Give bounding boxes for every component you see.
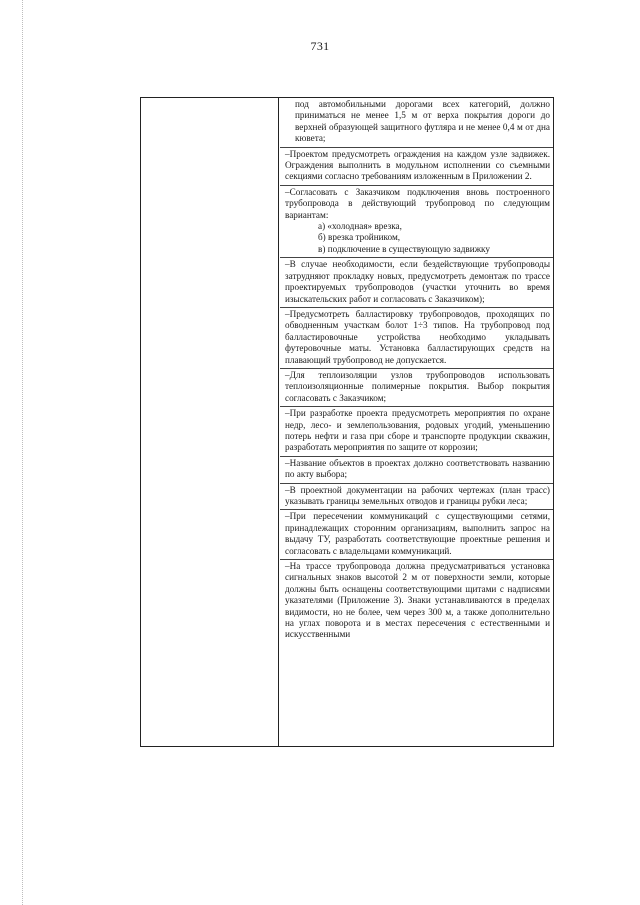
page-number: 731 [310,39,330,53]
table-row [280,510,553,560]
requirement-text: –Проектом предусмотреть ограждения на каждом узле задвижек. Ограждения выполнить в модульном исполнении со съемными секциями согласно требованиям изложенным в Приложении 2. [285,148,550,182]
requirement-text: –На трассе трубопровода должна предусматриваться установка сигнальных знаков высотой 2 м от поверхности земли, которые должны быть оснащены соответствующими щитами с надписями указателями (Приложение 3). Знаки устанавливаются в пределах видимости, но не более, чем через 300 м, а также дополнительно на углах поворота и в местах пересечения с естественными и искусственными [285,561,550,640]
table-row [280,148,553,186]
requirement-text: –В проектной документации на рабочих чертежах (план трасс) указывать границы земельных отводов и границы рубки леса; [285,484,550,506]
requirements-column [280,98,553,746]
requirements-table [140,97,554,747]
requirement-text: –При разработке проекта предусмотреть мероприятия по охране недр, лесо- и землепользования, родовых угодий, уменьшению потерь нефти и газа при сборе и транспорте продукции скважин, разработать мероприятия по защите от коррозии; [285,408,550,453]
table-row [280,369,553,407]
table-row [280,98,553,148]
table-row [280,457,553,484]
variant-item: в) подключение в существующую задвижку [318,243,490,254]
variant-list [285,221,550,255]
variant-item: а) «холодная» врезка, [318,221,402,232]
variant-item: б) врезка тройником, [318,232,401,243]
binding-margin-line [22,0,23,905]
table-row [280,560,553,643]
column-divider [278,98,279,746]
table-row [280,258,553,308]
requirement-text: –Название объектов в проектах должно соответствовать названию по акту выбора; [285,457,550,480]
requirement-text: –Для теплоизоляции узлов трубопроводов использовать теплоизоляционные полимерные покрытия. Выбор покрытия согласовать с Заказчиком; [285,369,550,403]
table-row [280,186,553,258]
requirement-text: –Предусмотреть балластировку трубопроводов, проходящих по обводненным участкам болот 1÷3 типов. На трубопровод под балластировочные устройства необходимо укладывать футеровочные маты. Установка балластирующих средств на плавающий трубопровод не допускается. [285,308,550,365]
table-row [280,308,553,369]
requirement-text: –При пересечении коммуникаций с существующими сетями, принадлежащих сторонним организациям, выполнить запрос на выдачу ТУ, разработать соответствующие проектные решения и согласовать с владельцами коммуникаций. [285,511,550,556]
table-row [280,484,553,511]
requirement-text: под автомобильными дорогами всех категорий, должно приниматься не менее 1,5 м от верха покрытия дороги до верхней образующей защитного футляра и не менее 0,4 м от дна кювета; [295,99,550,144]
table-row [280,407,553,457]
requirement-text: –Согласовать с Заказчиком подключения вновь построенного трубопровода в действующий трубопровод по следующим вариантам: [285,186,550,220]
requirement-text: –В случае необходимости, если бездействующие трубопроводы затрудняют прокладку новых, предусмотреть демонтаж по трассе проектируемых трубопроводов (участки уточнить во время изыскательских работ и согласовать с Заказчиком); [285,259,550,304]
